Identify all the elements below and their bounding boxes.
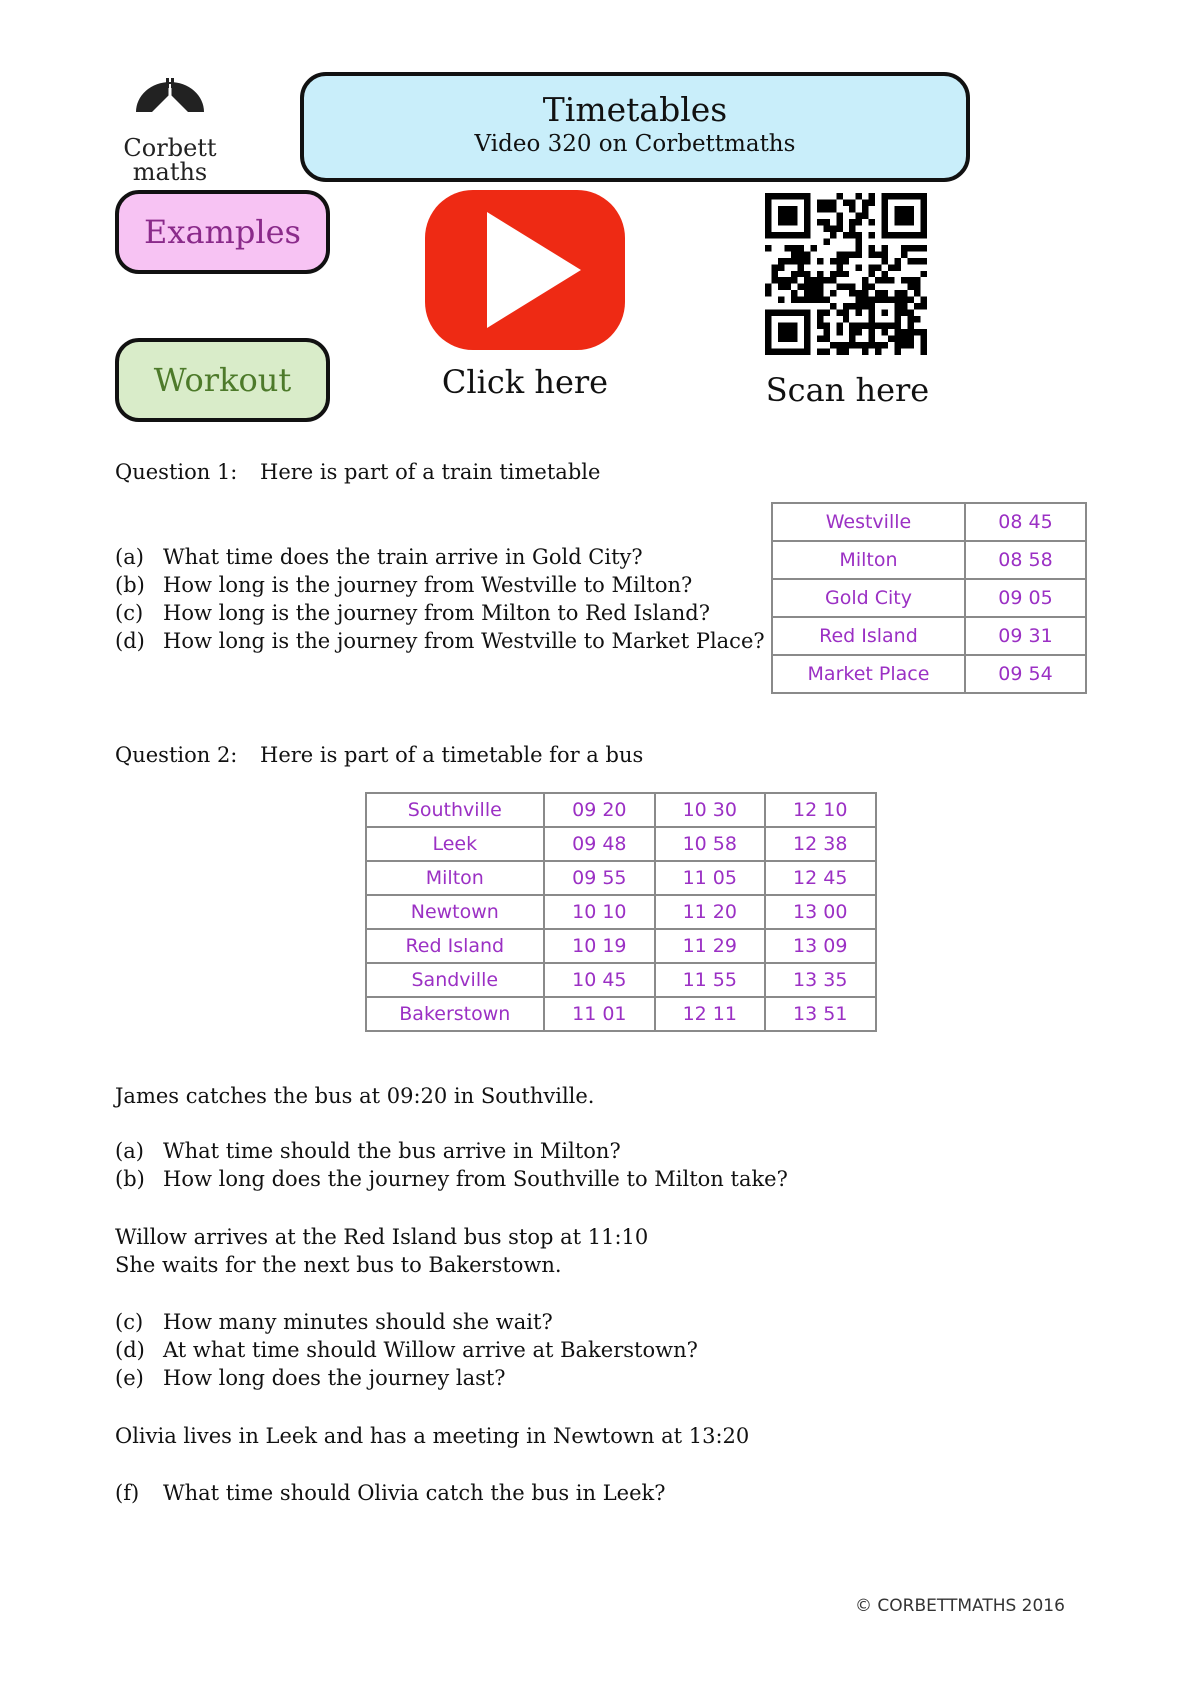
willow-statement — [115, 1223, 648, 1279]
q2-part-b: (b) How long does the journey from Southville to Milton take? — [115, 1167, 788, 1191]
qr-code[interactable] — [765, 193, 927, 355]
time-cell: 11 05 — [655, 861, 764, 895]
table-row — [772, 541, 1086, 579]
table-row — [366, 895, 876, 929]
time-cell: 12 45 — [765, 861, 876, 895]
time-cell: 11 29 — [655, 929, 764, 963]
station-cell: Newtown — [366, 895, 544, 929]
question-2-intro: Here is part of a timetable for a bus — [260, 743, 644, 767]
table-row — [772, 655, 1086, 693]
q1-part-b: (b) How long is the journey from Westville to Milton? — [115, 573, 693, 597]
scan-here-label: Scan here — [765, 371, 930, 409]
time-cell: 09 20 — [544, 793, 655, 827]
station-cell: Milton — [772, 541, 965, 579]
station-cell: Leek — [366, 827, 544, 861]
time-cell: 10 19 — [544, 929, 655, 963]
time-cell: 10 58 — [655, 827, 764, 861]
q1-part-c: (c) How long is the journey from Milton to Red Island? — [115, 601, 710, 625]
table-row — [366, 963, 876, 997]
question-2-parts-cde — [115, 1308, 698, 1392]
question-2-label: Question 2: — [115, 743, 238, 767]
time-cell: 09 55 — [544, 861, 655, 895]
q2-part-d: (d) At what time should Willow arrive at Bakerstown? — [115, 1338, 698, 1362]
q2-part-a: (a) What time should the bus arrive in Milton? — [115, 1139, 621, 1163]
time-cell: 12 38 — [765, 827, 876, 861]
question-2-parts-ab — [115, 1137, 788, 1193]
time-cell: 13 09 — [765, 929, 876, 963]
time-cell: 10 30 — [655, 793, 764, 827]
q2-part-f: (f) What time should Olivia catch the bus in Leek? — [115, 1481, 666, 1505]
question-2-heading — [115, 741, 643, 769]
logo-text-maths: maths — [132, 158, 208, 186]
time-cell: 10 10 — [544, 895, 655, 929]
time-cell: 11 20 — [655, 895, 764, 929]
train-timetable — [771, 502, 1087, 694]
station-cell: Westville — [772, 503, 965, 541]
q2-part-c: (c) How many minutes should she wait? — [115, 1310, 553, 1334]
corbettmaths-logo — [110, 78, 230, 188]
station-cell: Gold City — [772, 579, 965, 617]
time-cell: 09 05 — [965, 579, 1086, 617]
table-row — [772, 503, 1086, 541]
time-cell: 11 01 — [544, 997, 655, 1031]
station-cell: Red Island — [772, 617, 965, 655]
time-cell: 09 48 — [544, 827, 655, 861]
page-title: Timetables — [542, 90, 728, 129]
table-row — [366, 827, 876, 861]
table-row — [772, 617, 1086, 655]
willow-line-1: Willow arrives at the Red Island bus stop at 11:10 — [115, 1225, 649, 1249]
time-cell: 12 10 — [765, 793, 876, 827]
table-row — [366, 997, 876, 1031]
time-cell: 08 45 — [965, 503, 1086, 541]
question-1-heading — [115, 458, 600, 486]
time-cell: 09 31 — [965, 617, 1086, 655]
q2-part-e: (e) How long does the journey last? — [115, 1366, 506, 1390]
question-1-intro: Here is part of a train timetable — [260, 460, 601, 484]
station-cell: Bakerstown — [366, 997, 544, 1031]
title-banner — [300, 72, 970, 182]
qr-code-icon — [765, 193, 927, 355]
james-statement: James catches the bus at 09:20 in Southville. — [115, 1084, 595, 1108]
q1-part-a: (a) What time does the train arrive in Gold City? — [115, 545, 643, 569]
station-cell: Market Place — [772, 655, 965, 693]
table-row — [366, 861, 876, 895]
page-subtitle: Video 320 on Corbettmaths — [474, 131, 796, 157]
logo-text-corbett: Corbett — [123, 134, 217, 162]
q1-part-d: (d) How long is the journey from Westville to Market Place? — [115, 629, 765, 653]
table-row — [772, 579, 1086, 617]
willow-line-2: She waits for the next bus to Bakerstown. — [115, 1253, 562, 1277]
question-1-label: Question 1: — [115, 460, 238, 484]
question-1-parts — [115, 543, 765, 655]
copyright-notice: © CORBETTMATHS 2016 — [855, 1596, 1065, 1616]
station-cell: Red Island — [366, 929, 544, 963]
time-cell: 13 00 — [765, 895, 876, 929]
bus-timetable — [365, 792, 877, 1032]
click-here-label[interactable]: Click here — [441, 363, 609, 401]
time-cell: 12 11 — [655, 997, 764, 1031]
time-cell: 13 35 — [765, 963, 876, 997]
logo-emblem-icon — [128, 78, 212, 126]
time-cell: 11 55 — [655, 963, 764, 997]
time-cell: 10 45 — [544, 963, 655, 997]
time-cell: 08 58 — [965, 541, 1086, 579]
table-row — [366, 793, 876, 827]
station-cell: Milton — [366, 861, 544, 895]
time-cell: 13 51 — [765, 997, 876, 1031]
play-icon — [425, 190, 625, 350]
olivia-statement: Olivia lives in Leek and has a meeting in Newtown at 13:20 — [115, 1424, 750, 1448]
station-cell: Southville — [366, 793, 544, 827]
table-row — [366, 929, 876, 963]
video-play-button[interactable] — [425, 190, 625, 350]
station-cell: Sandville — [366, 963, 544, 997]
examples-button[interactable]: Examples — [115, 190, 330, 274]
time-cell: 09 54 — [965, 655, 1086, 693]
workout-button[interactable]: Workout — [115, 338, 330, 422]
